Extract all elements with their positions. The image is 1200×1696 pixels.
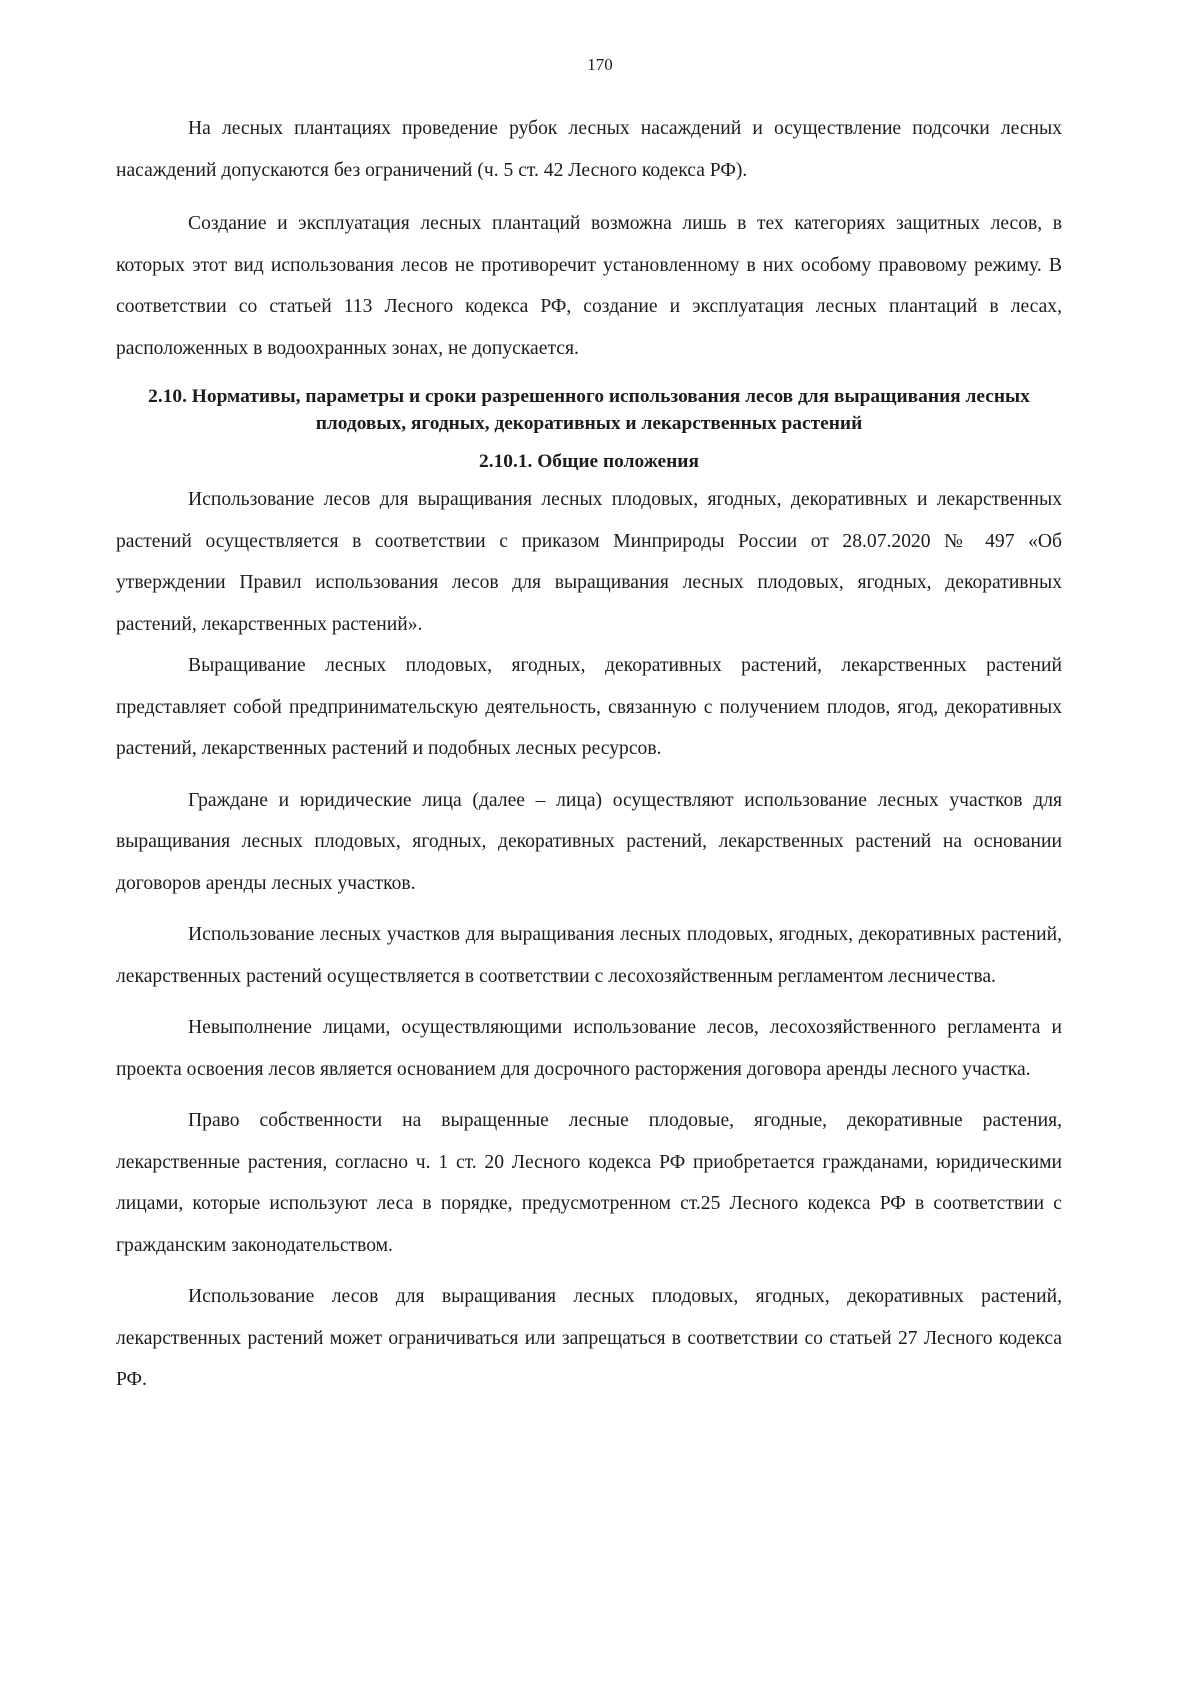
page-number: 170 — [587, 55, 613, 74]
section-paragraph-7: Использование лесов для выращивания лесных плодовых, ягодных, декоративных растений, лекарственных растений может ограничиваться или запрещаться в соответствии со статьей 27 Лесного кодекса РФ. — [116, 1286, 1062, 1390]
section-paragraph-1: Использование лесов для выращивания лесных плодовых, ягодных, декоративных и лекарственных растений осуществляется в соответствии с приказом Минприроды России от 28.07.2020 № 497 «Об утверждении Правил использования лесов для выращивания лесных плодовых, ягодных, декоративных растений, лекарственных растений». — [116, 489, 1062, 635]
section-paragraph-3: Граждане и юридические лица (далее – лица) осуществляют использование лесных участков для выращивания лесных плодовых, ягодных, декоративных растений, лекарственных растений на основании договоров аренды лесных участков. — [116, 789, 1062, 894]
section-paragraph-5: Невыполнение лицами, осуществляющими использование лесов, лесохозяйственного регламента и проекта освоения лесов является основанием для досрочного расторжения договора аренды лесного участка. — [116, 1017, 1062, 1080]
subsection-heading: 2.10.1. Общие положения — [479, 451, 699, 472]
section-paragraph-2: Выращивание лесных плодовых, ягодных, декоративных растений, лекарственных растений представляет собой предпринимательскую деятельность, связанную с получением плодов, ягод, декоративных растений, лекарственных растений и подобных лесных ресурсов. — [116, 655, 1062, 759]
section-heading: 2.10. Нормативы, параметры и сроки разрешенного использования лесов для выращивания лесных плодовых, ягодных, декоративных и лекарственных растений — [148, 386, 1030, 434]
section-paragraph-4: Использование лесных участков для выращивания лесных плодовых, ягодных, декоративных растений, лекарственных растений осуществляется в соответствии с лесохозяйственным регламентом лесничества. — [116, 924, 1062, 987]
intro-paragraph-2: Создание и эксплуатация лесных плантаций возможна лишь в тех категориях защитных лесов, в которых этот вид использования лесов не противоречит установленному в них особому правовому режиму. В соответствии со статьей 113 Лесного кодекса РФ, создание и эксплуатация лесных плантаций в лесах, расположенных в водоохранных зонах, не допускается. — [116, 213, 1062, 359]
intro-paragraph-1: На лесных плантациях проведение рубок лесных насаждений и осуществление подсочки лесных насаждений допускаются без ограничений (ч. 5 ст. 42 Лесного кодекса РФ). — [116, 118, 1062, 181]
section-paragraph-6: Право собственности на выращенные лесные плодовые, ягодные, декоративные растения, лекарственные растения, согласно ч. 1 ст. 20 Лесного кодекса РФ приобретается гражданами, юридическими лицами, которые используют леса в порядке, предусмотренном ст.25 Лесного кодекса РФ в соответствии с гражданским законодательством. — [116, 1110, 1062, 1256]
